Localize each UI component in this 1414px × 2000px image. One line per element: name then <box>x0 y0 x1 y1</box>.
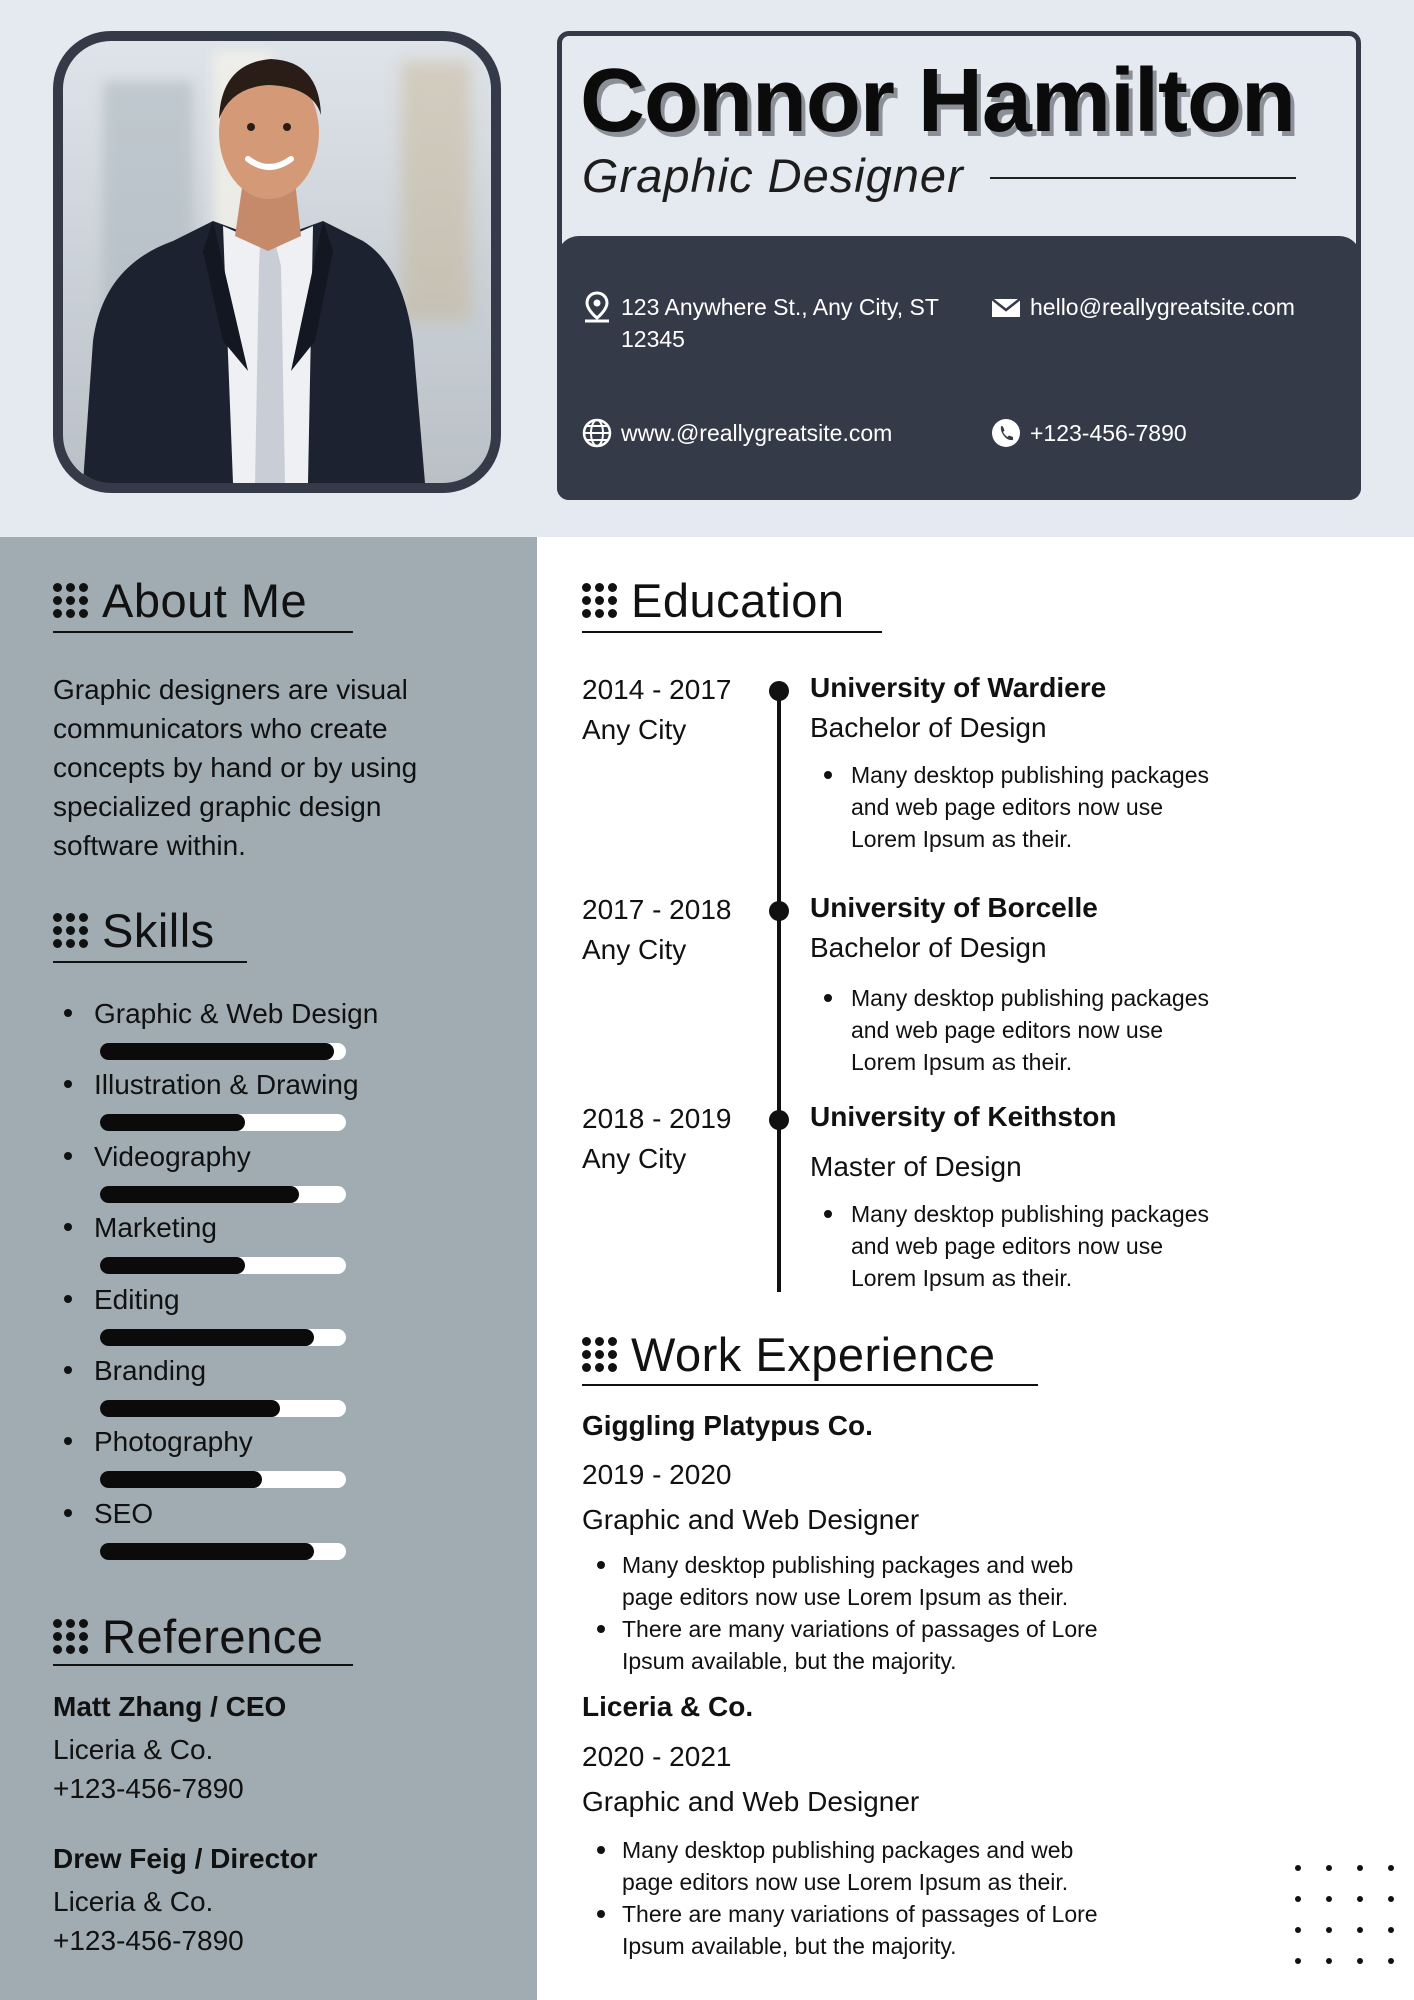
skill-bar <box>100 1186 346 1203</box>
edu-city: Any City <box>582 714 687 745</box>
skill-item <box>64 1284 180 1316</box>
edu-description: Many desktop publishing packages and web page editors now use Lorem Ipsum as their. <box>851 1198 1291 1294</box>
globe-icon <box>582 417 612 449</box>
list-item: Many desktop publishing packages and web page editors now use Lorem Ipsum as their. <box>622 1834 1242 1898</box>
phone-text: +123-456-7890 <box>1030 420 1187 446</box>
skill-bar-fill <box>100 1257 245 1274</box>
list-item: Many desktop publishing packages and web page editors now use Lorem Ipsum as their. <box>622 1549 1242 1613</box>
job-position: Graphic and Web Designer <box>582 1786 920 1817</box>
edu-degree: Bachelor of Design <box>810 932 1047 963</box>
job-position: Graphic and Web Designer <box>582 1504 920 1535</box>
skill-bar <box>100 1257 346 1274</box>
skill-bar-fill <box>100 1186 299 1203</box>
person-illustration <box>63 41 491 483</box>
edu-degree: Bachelor of Design <box>810 712 1047 743</box>
work-heading: Work Experience <box>582 1327 996 1382</box>
job-bullets <box>622 1834 1242 1962</box>
skill-item <box>64 1426 253 1458</box>
job-bullets <box>622 1549 1242 1677</box>
education-timeline <box>777 686 781 1292</box>
edu-years: 2014 - 2017 <box>582 674 732 705</box>
candidate-name: Connor Hamilton <box>580 51 1295 151</box>
skill-label: Editing <box>94 1284 180 1315</box>
job-years: 2020 - 2021 <box>582 1741 732 1772</box>
about-text: Graphic designers are visual communicators who create concepts by hand or by using specialized graphic design software within. <box>53 674 418 861</box>
website-text: www.@reallygreatsite.com <box>621 420 893 446</box>
education-heading: Education <box>582 573 845 628</box>
reference-phone: +123-456-7890 <box>53 1773 244 1804</box>
skill-item <box>64 1212 217 1244</box>
decorative-dots-icon <box>1295 1865 1394 1964</box>
email-text: hello@reallygreatsite.com <box>1030 294 1295 320</box>
edu-city: Any City <box>582 1143 687 1174</box>
envelope-icon <box>991 291 1021 323</box>
skill-item <box>64 1355 206 1387</box>
skill-bar <box>100 1114 346 1131</box>
edu-school: University of Wardiere <box>810 672 1107 703</box>
timeline-dot <box>769 681 789 701</box>
edu-degree: Master of Design <box>810 1151 1022 1182</box>
job-title: Graphic Designer <box>582 149 964 202</box>
work-underline <box>582 1384 1038 1386</box>
skill-bar-fill <box>100 1543 314 1560</box>
list-item: There are many variations of passages of Lore Ipsum available, but the majority. <box>622 1898 1242 1962</box>
job-years: 2019 - 2020 <box>582 1459 732 1490</box>
dots-grid-icon <box>582 1337 617 1372</box>
address-line-2: 12345 <box>621 326 685 352</box>
edu-description: Many desktop publishing packages and web page editors now use Lorem Ipsum as their. <box>851 982 1291 1078</box>
profile-photo <box>53 31 501 493</box>
edu-city: Any City <box>582 934 687 965</box>
reference-company: Liceria & Co. <box>53 1886 214 1917</box>
skill-item <box>64 1141 251 1173</box>
reference-company: Liceria & Co. <box>53 1734 214 1765</box>
skill-bar <box>100 1329 346 1346</box>
skill-item <box>64 1069 359 1101</box>
edu-years: 2018 - 2019 <box>582 1103 732 1134</box>
skill-bar-fill <box>100 1471 262 1488</box>
skill-bar <box>100 1543 346 1560</box>
address-line-1: 123 Anywhere St., Any City, ST <box>621 294 939 320</box>
reference-heading: Reference <box>53 1609 323 1664</box>
dots-grid-icon <box>53 583 88 618</box>
reference-phone: +123-456-7890 <box>53 1925 244 1956</box>
skill-bar <box>100 1043 346 1060</box>
header-band <box>0 0 1414 537</box>
skill-bar-fill <box>100 1329 314 1346</box>
skill-label: SEO <box>94 1498 154 1529</box>
skill-label: Branding <box>94 1355 207 1386</box>
reference-name: Drew Feig / Director <box>53 1843 318 1874</box>
job-company: Giggling Platypus Co. <box>582 1410 873 1441</box>
skills-underline <box>53 961 247 963</box>
job-company: Liceria & Co. <box>582 1691 754 1722</box>
reference-underline <box>53 1664 353 1666</box>
skill-label: Graphic & Web Design <box>94 998 379 1029</box>
timeline-dot <box>769 901 789 921</box>
skills-heading: Skills <box>53 903 215 958</box>
skill-bar-fill <box>100 1043 334 1060</box>
skill-item <box>64 1498 153 1530</box>
list-item: There are many variations of passages of Lore Ipsum available, but the majority. <box>622 1613 1242 1677</box>
skill-label: Photography <box>94 1426 253 1457</box>
education-underline <box>582 631 882 633</box>
skill-bar-fill <box>100 1400 280 1417</box>
about-underline <box>53 631 353 633</box>
edu-description: Many desktop publishing packages and web page editors now use Lorem Ipsum as their. <box>851 759 1291 855</box>
skill-bar <box>100 1471 346 1488</box>
about-heading: About Me <box>53 573 307 628</box>
edu-school: University of Keithston <box>810 1101 1117 1132</box>
dots-grid-icon <box>53 913 88 948</box>
reference-name: Matt Zhang / CEO <box>53 1691 287 1722</box>
title-rule <box>990 177 1296 179</box>
timeline-dot <box>769 1110 789 1130</box>
dots-grid-icon <box>53 1619 88 1654</box>
skill-label: Illustration & Drawing <box>94 1069 359 1100</box>
location-pin-icon <box>582 291 612 323</box>
skill-bar <box>100 1400 346 1417</box>
contact-panel <box>557 236 1361 500</box>
skill-bar-fill <box>100 1114 245 1131</box>
phone-icon <box>991 417 1021 449</box>
edu-school: University of Borcelle <box>810 892 1098 923</box>
dots-grid-icon <box>582 583 617 618</box>
skill-label: Videography <box>94 1141 251 1172</box>
skill-item <box>64 998 378 1030</box>
edu-years: 2017 - 2018 <box>582 894 732 925</box>
skill-label: Marketing <box>94 1212 217 1243</box>
